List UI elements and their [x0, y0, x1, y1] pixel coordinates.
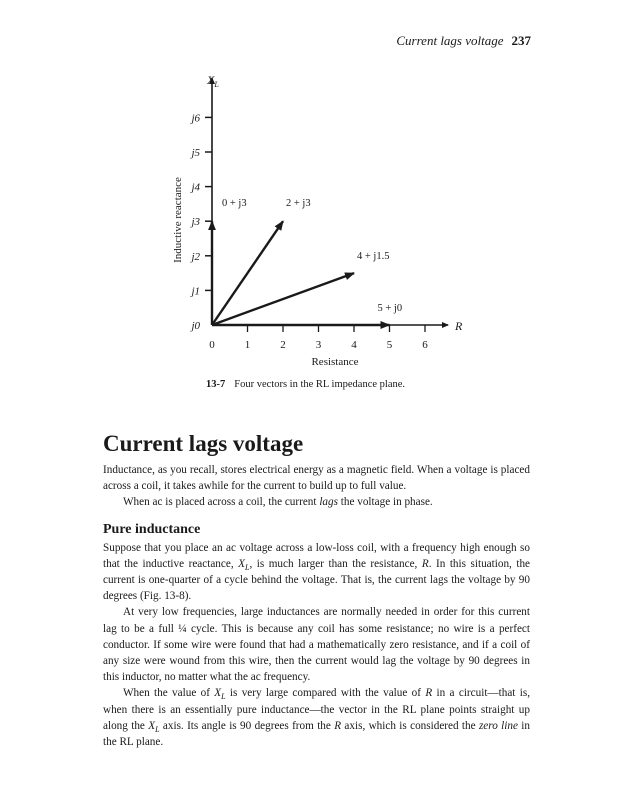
y-tick-label: j2 — [191, 250, 200, 263]
vector-label: 4 + j1.5 — [357, 251, 390, 263]
section-paragraph-2: When ac is placed across a coil, the current lags the voltage in phase. — [123, 496, 433, 509]
vector-label: 2 + j3 — [286, 198, 311, 210]
y-tick-label: j1 — [191, 285, 200, 298]
y-axis-title: Inductive reactance — [172, 177, 184, 263]
y-tick-label: j3 — [191, 216, 200, 229]
vector-label: 5 + j0 — [377, 303, 403, 314]
page-number: 237 — [511, 33, 531, 48]
y-tick-label: j0 — [191, 320, 200, 332]
impedance-vector — [212, 273, 354, 325]
x-axis-symbol: R — [455, 319, 463, 333]
x-tick-label: 3 — [315, 339, 322, 351]
impedance-vector — [212, 221, 283, 325]
subsection-paragraph-2: At very low frequencies, large inductances are normally needed in order for this current lag to be a full ¼ cycle. This is because any coil has some resistance; no wire is a perfect conductor. If some wire were found that had a mathematically zero resistance, and if a coil of any size were wound from this wire, then the current would lag the voltage by 90 degrees in this inductor, no matter what the ac frequency. — [103, 606, 530, 684]
y-tick-label: j5 — [191, 147, 200, 159]
x-tick-label: 1 — [244, 339, 251, 351]
y-axis-symbol: $X_L$ — [207, 73, 219, 89]
subsection-paragraph-1: Suppose that you place an ac voltage across a low-loss coil, with a frequency high enough so that the inductive reactance, $X_L$, is much larger than the resistance, R. In this situation, the current is one-quarter of a cycle behind the voltage. That is, the current lags the voltage by 90 degrees (Fig. 13-8). — [103, 541, 531, 603]
figure-caption — [206, 379, 405, 390]
body-text — [103, 430, 530, 750]
vector-label: 0 + j3 — [222, 198, 247, 210]
section-paragraph-1: Inductance, as you recall, stores electrical energy as a magnetic field. When a voltage is placed across a coil, it takes awhile for the current to build up to full value. — [103, 464, 530, 493]
caption-text: Four vectors in the RL impedance plane. — [234, 379, 406, 390]
caption-number: 13-7 — [206, 379, 226, 390]
x-tick-label: 5 — [386, 339, 393, 351]
running-title: Current lags voltage — [396, 33, 504, 48]
x-axis-title: Resistance — [311, 356, 359, 368]
x-tick-label: 0 — [209, 339, 215, 351]
y-tick-label: j6 — [191, 112, 200, 125]
y-tick-label: j4 — [191, 181, 200, 194]
subsection-paragraph-3: When the value of $X_L$ is very large compared with the value of R in a circuit—that is, when there is an essentially pure inductance—the vector in the RL plane points straight up along the $X_L$ axis. Its angle is 90 degrees from the R axis, which is considered the zero line in the RL plane. — [103, 687, 530, 749]
x-tick-label: 2 — [280, 339, 286, 351]
subsection-title: Pure inductance — [103, 521, 201, 537]
x-tick-label: 4 — [351, 339, 357, 351]
x-tick-label: 6 — [422, 339, 428, 351]
section-title: Current lags voltage — [103, 431, 304, 456]
